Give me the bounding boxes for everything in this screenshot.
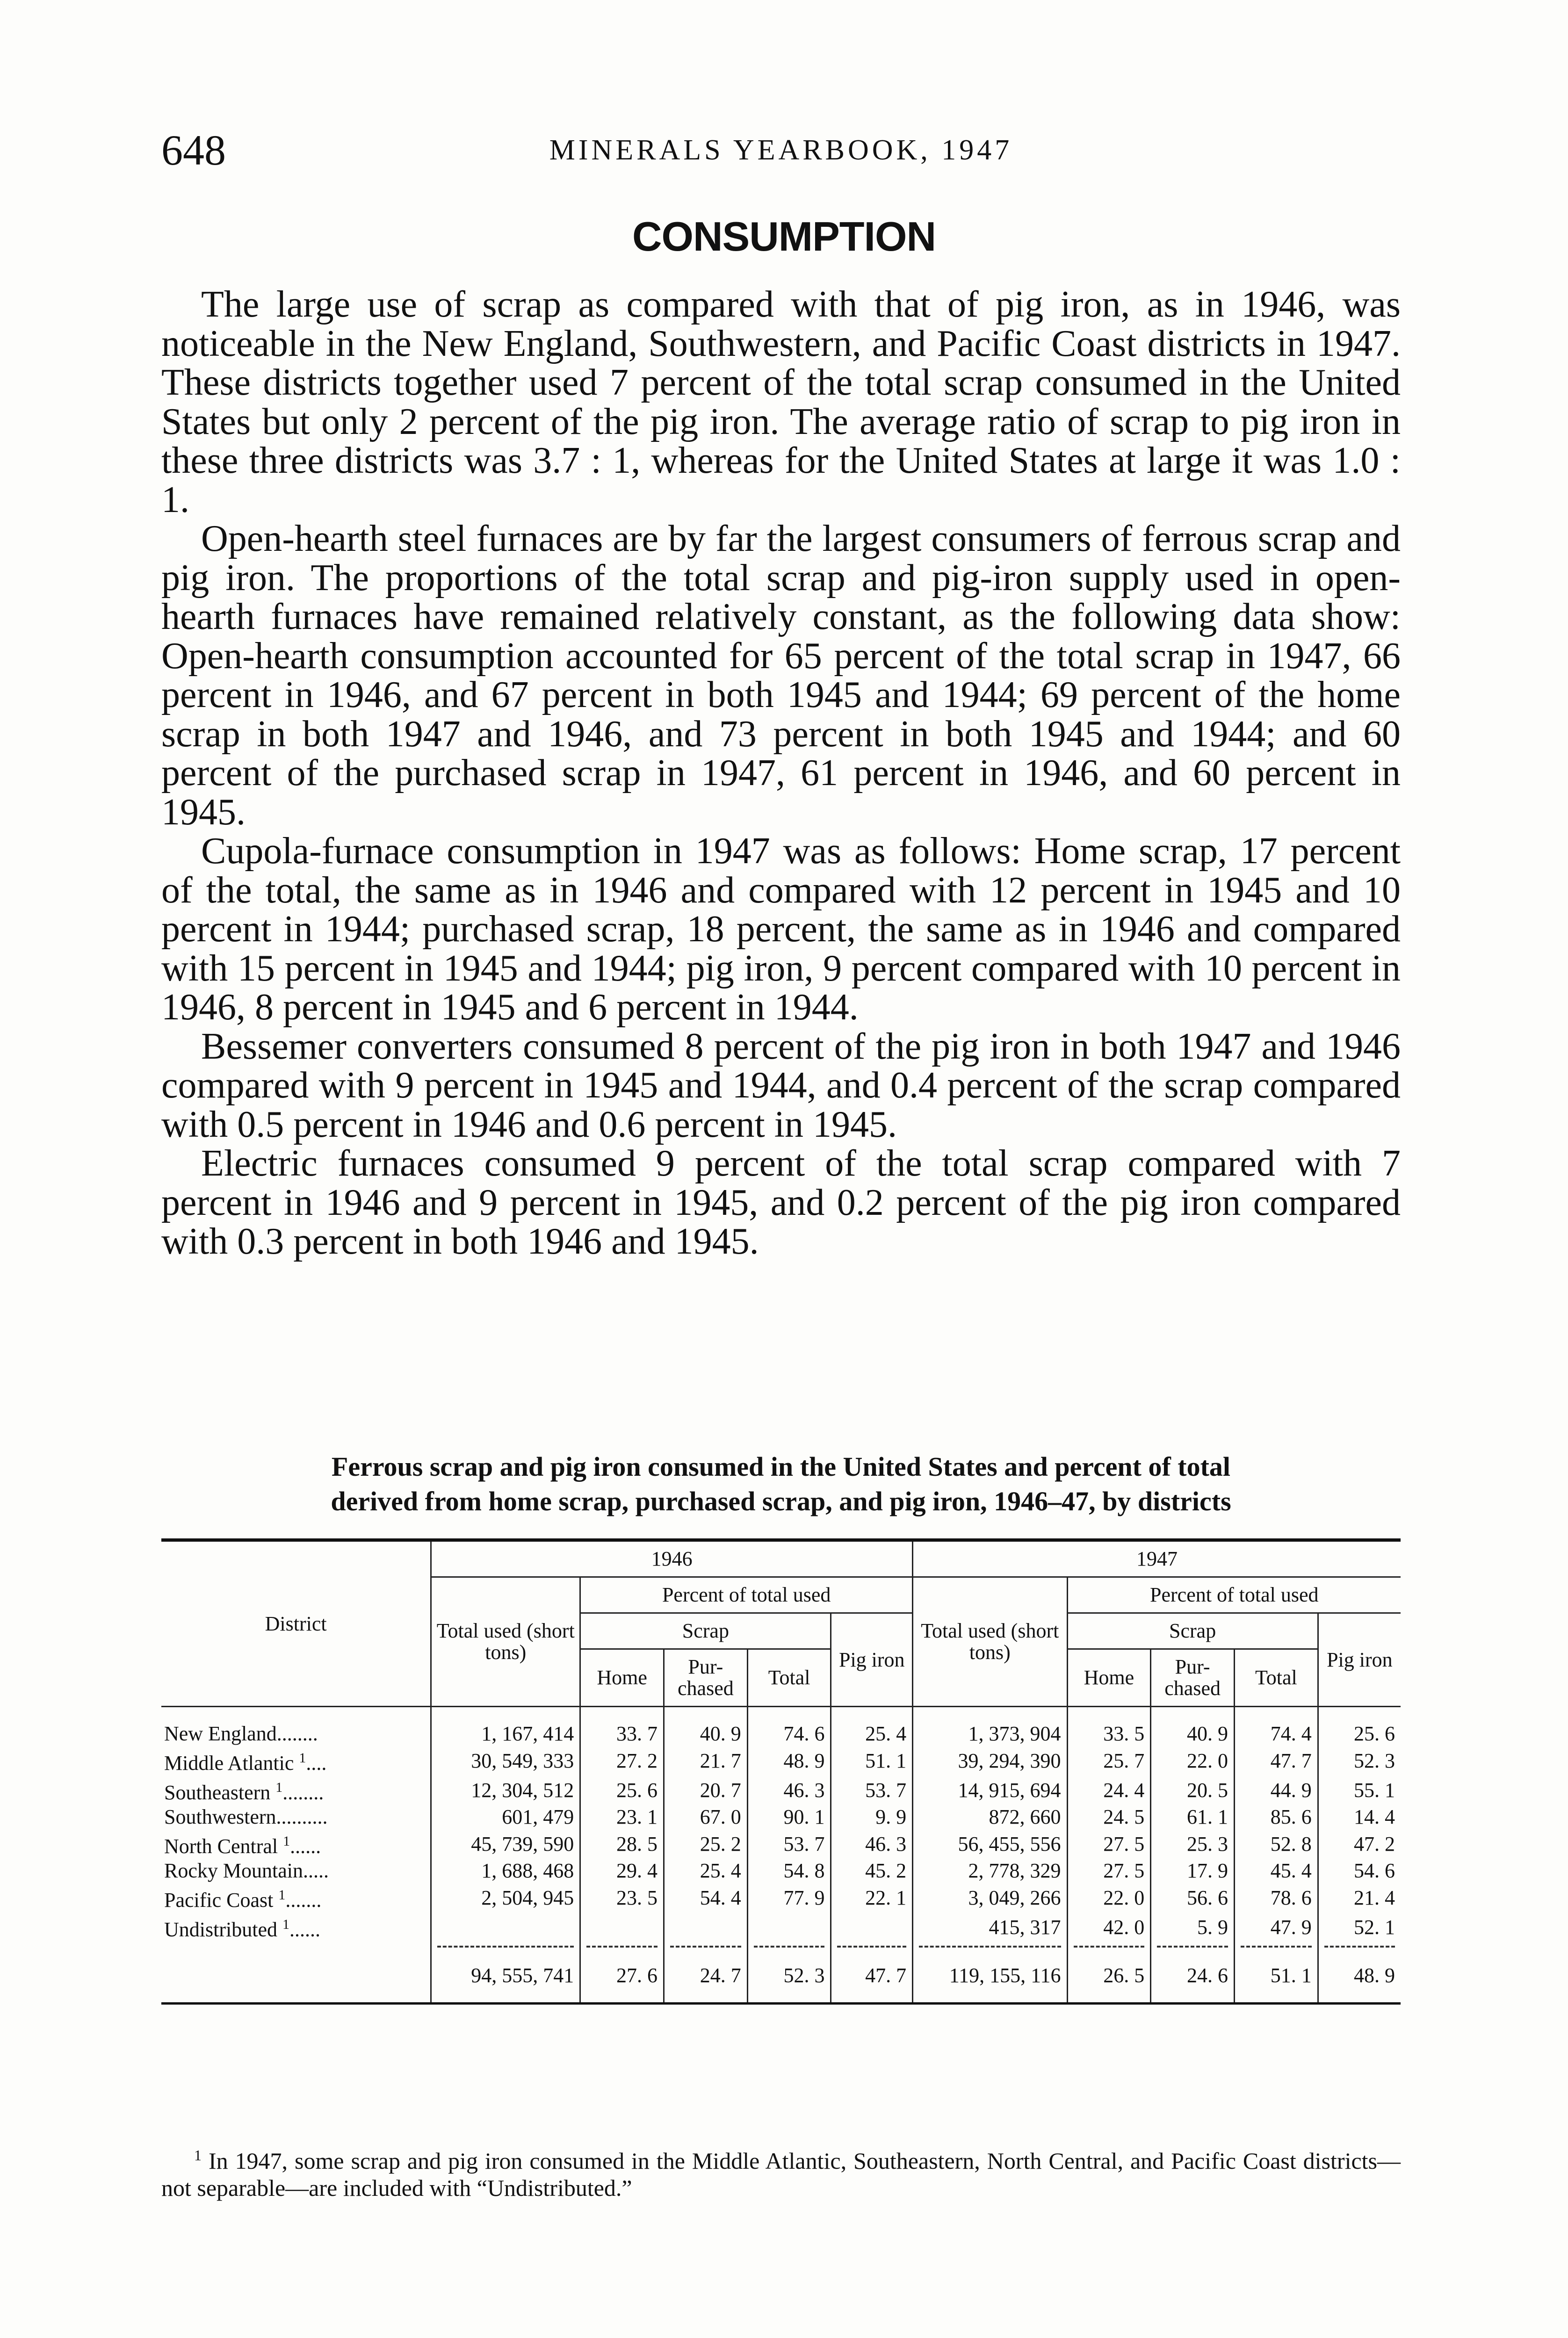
cell: 54. 8 bbox=[747, 1859, 831, 1883]
table-row bbox=[161, 1775, 1401, 1805]
cell: 20. 7 bbox=[664, 1775, 748, 1805]
total-header: Total bbox=[1235, 1649, 1318, 1707]
cell-empty bbox=[664, 1912, 748, 1944]
cell: 52. 3 bbox=[1318, 1746, 1401, 1775]
table-row bbox=[161, 1883, 1401, 1912]
running-head bbox=[161, 125, 1401, 177]
cell: 22. 0 bbox=[1067, 1883, 1151, 1912]
cell: 90. 1 bbox=[747, 1805, 831, 1829]
dashed-rule bbox=[1074, 1946, 1145, 1948]
district-cell: Middle Atlantic $^1$.... bbox=[164, 1750, 327, 1775]
table-caption bbox=[161, 1450, 1401, 1519]
footnote-text: In 1947, some scrap and pig iron consumed in the Middle Atlantic, Southeastern, North Central, and Pacific Coast districts—not separable—are included with “Undistributed.” bbox=[161, 2148, 1401, 2201]
dashed-rule bbox=[1324, 1946, 1395, 1948]
cell: 21. 7 bbox=[664, 1746, 748, 1775]
cell: 56. 6 bbox=[1151, 1883, 1235, 1912]
cell: 54. 4 bbox=[664, 1883, 748, 1912]
dashed-rule bbox=[754, 1946, 825, 1948]
cell: 74. 4 bbox=[1235, 1707, 1318, 1746]
cell: 25. 4 bbox=[664, 1859, 748, 1883]
cell: 45. 2 bbox=[831, 1859, 913, 1883]
cell: 24. 5 bbox=[1067, 1805, 1151, 1829]
table-row bbox=[161, 1912, 1401, 1944]
year-header-1947: 1947 bbox=[913, 1542, 1401, 1577]
home-header: Home bbox=[1067, 1649, 1151, 1707]
footnote bbox=[161, 2142, 1401, 2201]
cell: 27. 5 bbox=[1067, 1859, 1151, 1883]
consumption-table bbox=[161, 1542, 1401, 2005]
cell: 74. 6 bbox=[747, 1707, 831, 1746]
cell: 415, 317 bbox=[913, 1912, 1067, 1944]
total-header: Total bbox=[747, 1649, 831, 1707]
cell: 51. 1 bbox=[831, 1746, 913, 1775]
purchased-header: Pur-chased bbox=[1151, 1649, 1235, 1707]
cell: 26. 5 bbox=[1067, 1949, 1151, 2004]
dashed-rule bbox=[437, 1946, 574, 1948]
cell: 45. 4 bbox=[1235, 1859, 1318, 1883]
cell: 48. 9 bbox=[747, 1746, 831, 1775]
cell: 14. 4 bbox=[1318, 1805, 1401, 1829]
paragraph: Open-hearth steel furnaces are by far the largest consumers of ferrous scrap and pig iron. The proportions of the total scrap and pig-iron supply used in open-hearth furnaces have remained relatively constant, as the following data show: Open-hearth consumption accounted for 65 percent of the total scrap in 1947, 66 percent in 1946, and 67 percent in both 1945 and 1944; 69 percent of the home scrap in both 1947 and 1946, and 73 percent in both 1945 and 1944; and 60 percent of the purchased scrap in 1947, 61 percent in 1946, and 60 percent in 1945. bbox=[161, 518, 1401, 833]
cell: 25. 6 bbox=[580, 1775, 664, 1805]
dashed-rule bbox=[1157, 1946, 1228, 1948]
table-row bbox=[161, 1859, 1401, 1883]
cell: 1, 688, 468 bbox=[431, 1859, 580, 1883]
cell: 22. 1 bbox=[831, 1883, 913, 1912]
cell: 24. 7 bbox=[664, 1949, 748, 2004]
total-used-header: Total used (short tons) bbox=[913, 1577, 1067, 1707]
table-top-rule bbox=[161, 1538, 1401, 1542]
cell: 24. 4 bbox=[1067, 1775, 1151, 1805]
total-row bbox=[161, 1949, 1401, 2004]
cell: 46. 3 bbox=[747, 1775, 831, 1805]
cell: 39, 294, 390 bbox=[913, 1746, 1067, 1775]
running-title: MINERALS YEARBOOK, 1947 bbox=[549, 134, 1013, 166]
district-cell: Undistributed $^1$...... bbox=[164, 1917, 320, 1941]
cell-empty bbox=[580, 1912, 664, 1944]
cell: 45, 739, 590 bbox=[431, 1829, 580, 1859]
cell: 78. 6 bbox=[1235, 1883, 1318, 1912]
dashed-rule bbox=[919, 1946, 1061, 1948]
cell-empty bbox=[831, 1912, 913, 1944]
district-cell: North Central $^1$...... bbox=[164, 1833, 321, 1858]
cell: 46. 3 bbox=[831, 1829, 913, 1859]
cell: 52. 8 bbox=[1235, 1829, 1318, 1859]
table-row bbox=[161, 1805, 1401, 1829]
table-row bbox=[161, 1829, 1401, 1859]
cell: 17. 9 bbox=[1151, 1859, 1235, 1883]
cell: 12, 304, 512 bbox=[431, 1775, 580, 1805]
cell: 23. 1 bbox=[580, 1805, 664, 1829]
cell: 47. 2 bbox=[1318, 1829, 1401, 1859]
cell: 52. 3 bbox=[747, 1949, 831, 2004]
cell: 25. 2 bbox=[664, 1829, 748, 1859]
cell: 61. 1 bbox=[1151, 1805, 1235, 1829]
cell: 67. 0 bbox=[664, 1805, 748, 1829]
cell: 2, 504, 945 bbox=[431, 1883, 580, 1912]
cell: 27. 2 bbox=[580, 1746, 664, 1775]
district-cell-empty bbox=[161, 1949, 431, 2004]
section-heading: CONSUMPTION bbox=[632, 213, 936, 260]
page-number: 648 bbox=[161, 126, 226, 174]
cell: 42. 0 bbox=[1067, 1912, 1151, 1944]
cell: 2, 778, 329 bbox=[913, 1859, 1067, 1883]
table-body bbox=[161, 1707, 1401, 1949]
cell: 28. 5 bbox=[580, 1829, 664, 1859]
table-row bbox=[161, 1707, 1401, 1746]
cell: 25. 7 bbox=[1067, 1746, 1151, 1775]
cell: 54. 6 bbox=[1318, 1859, 1401, 1883]
pig-iron-header: Pig iron bbox=[1318, 1613, 1401, 1707]
cell: 872, 660 bbox=[913, 1805, 1067, 1829]
table-caption-line: derived from home scrap, purchased scrap, and pig iron, 1946–47, by districts bbox=[331, 1486, 1231, 1516]
cell: 25. 4 bbox=[831, 1707, 913, 1746]
cell: 47. 9 bbox=[1235, 1912, 1318, 1944]
dashed-rule bbox=[670, 1946, 741, 1948]
cell: 1, 373, 904 bbox=[913, 1707, 1067, 1746]
cell: 85. 6 bbox=[1235, 1805, 1318, 1829]
cell: 3, 049, 266 bbox=[913, 1883, 1067, 1912]
home-header: Home bbox=[580, 1649, 664, 1707]
total-used-header: Total used (short tons) bbox=[431, 1577, 580, 1707]
cell: 44. 9 bbox=[1235, 1775, 1318, 1805]
cell: 601, 479 bbox=[431, 1805, 580, 1829]
data-table-wrapper bbox=[161, 1538, 1401, 2005]
cell: 23. 5 bbox=[580, 1883, 664, 1912]
cell: 55. 1 bbox=[1318, 1775, 1401, 1805]
cell: 22. 0 bbox=[1151, 1746, 1235, 1775]
cell: 5. 9 bbox=[1151, 1912, 1235, 1944]
cell: 77. 9 bbox=[747, 1883, 831, 1912]
cell: 40. 9 bbox=[1151, 1707, 1235, 1746]
cell: 33. 7 bbox=[580, 1707, 664, 1746]
cell: 40. 9 bbox=[664, 1707, 748, 1746]
paragraph: Bessemer converters consumed 8 percent of the pig iron in both 1947 and 1946 compared with 9 percent in 1945 and 1944, and 0.4 percent of the scrap compared with 0.5 percent in 1946 and 0.6 percent in 1945. bbox=[161, 1025, 1401, 1145]
pig-iron-header: Pig iron bbox=[831, 1613, 913, 1707]
cell: 33. 5 bbox=[1067, 1707, 1151, 1746]
cell: 24. 6 bbox=[1151, 1949, 1235, 2004]
paragraph: Electric furnaces consumed 9 percent of the total scrap compared with 7 percent in 1946 and 9 percent in 1945, and 0.2 percent of the pig iron compared with 0.3 percent in both 1946 and 1945. bbox=[161, 1143, 1401, 1262]
district-cell: Southeastern $^1$........ bbox=[164, 1780, 324, 1804]
district-cell: New England........ bbox=[164, 1722, 318, 1745]
cell: 51. 1 bbox=[1235, 1949, 1318, 2004]
cell: 30, 549, 333 bbox=[431, 1746, 580, 1775]
cell: 27. 6 bbox=[580, 1949, 664, 2004]
scrap-header: Scrap bbox=[1067, 1613, 1318, 1649]
body-text bbox=[161, 285, 1401, 1262]
cell: 20. 5 bbox=[1151, 1775, 1235, 1805]
dashed-rule bbox=[586, 1946, 658, 1948]
cell: 47. 7 bbox=[831, 1949, 913, 2004]
cell: 53. 7 bbox=[831, 1775, 913, 1805]
district-header: District bbox=[161, 1542, 431, 1707]
cell: 94, 555, 741 bbox=[431, 1949, 580, 2004]
cell: 47. 7 bbox=[1235, 1746, 1318, 1775]
district-cell: Pacific Coast $^1$....... bbox=[164, 1887, 322, 1912]
purchased-header: Pur-chased bbox=[664, 1649, 748, 1707]
cell: 29. 4 bbox=[580, 1859, 664, 1883]
table-caption-line: Ferrous scrap and pig iron consumed in the United States and percent of total bbox=[331, 1451, 1231, 1482]
cell-empty bbox=[431, 1912, 580, 1944]
cell: 52. 1 bbox=[1318, 1912, 1401, 1944]
district-cell: Rocky Mountain..... bbox=[164, 1859, 329, 1882]
cell: 56, 455, 556 bbox=[913, 1829, 1067, 1859]
district-cell: Southwestern.......... bbox=[164, 1805, 328, 1828]
cell: 25. 6 bbox=[1318, 1707, 1401, 1746]
percent-header: Percent of total used bbox=[1067, 1577, 1401, 1613]
cell: 21. 4 bbox=[1318, 1883, 1401, 1912]
cell: 119, 155, 116 bbox=[913, 1949, 1067, 2004]
scrap-header: Scrap bbox=[580, 1613, 831, 1649]
cell: 27. 5 bbox=[1067, 1829, 1151, 1859]
dashed-rule bbox=[1241, 1946, 1312, 1948]
footnote-marker: 1 bbox=[194, 2147, 202, 2164]
dashed-rule bbox=[837, 1946, 906, 1948]
cell: 25. 3 bbox=[1151, 1829, 1235, 1859]
paragraph: Cupola-furnace consumption in 1947 was as follows: Home scrap, 17 percent of the total, the same as in 1946 and compared with 12 percent in 1945 and 10 percent in 1944; purchased scrap, 18 percent, the same as in 1946 and compared with 15 percent in 1945 and 1944; pig iron, 9 percent compared with 10 percent in 1946, 8 percent in 1945 and 6 percent in 1944. bbox=[161, 830, 1401, 1028]
paragraph: The large use of scrap as compared with that of pig iron, as in 1946, was noticeable in the New England, Southwestern, and Pacific Coast districts in 1947. These districts together used 7 percent of the total scrap consumed in the United States but only 2 percent of the pig iron. The average ratio of scrap to pig iron in these three districts was 3.7 : 1, whereas for the United States at large it was 1.0 : 1. bbox=[161, 284, 1401, 520]
year-header-1946: 1946 bbox=[431, 1542, 913, 1577]
cell: 14, 915, 694 bbox=[913, 1775, 1067, 1805]
cell: 1, 167, 414 bbox=[431, 1707, 580, 1746]
cell-empty bbox=[747, 1912, 831, 1944]
percent-header: Percent of total used bbox=[580, 1577, 913, 1613]
table-row bbox=[161, 1746, 1401, 1775]
dashed-rule-row bbox=[161, 1944, 1401, 1949]
cell: 9. 9 bbox=[831, 1805, 913, 1829]
cell: 48. 9 bbox=[1318, 1949, 1401, 2004]
cell: 53. 7 bbox=[747, 1829, 831, 1859]
